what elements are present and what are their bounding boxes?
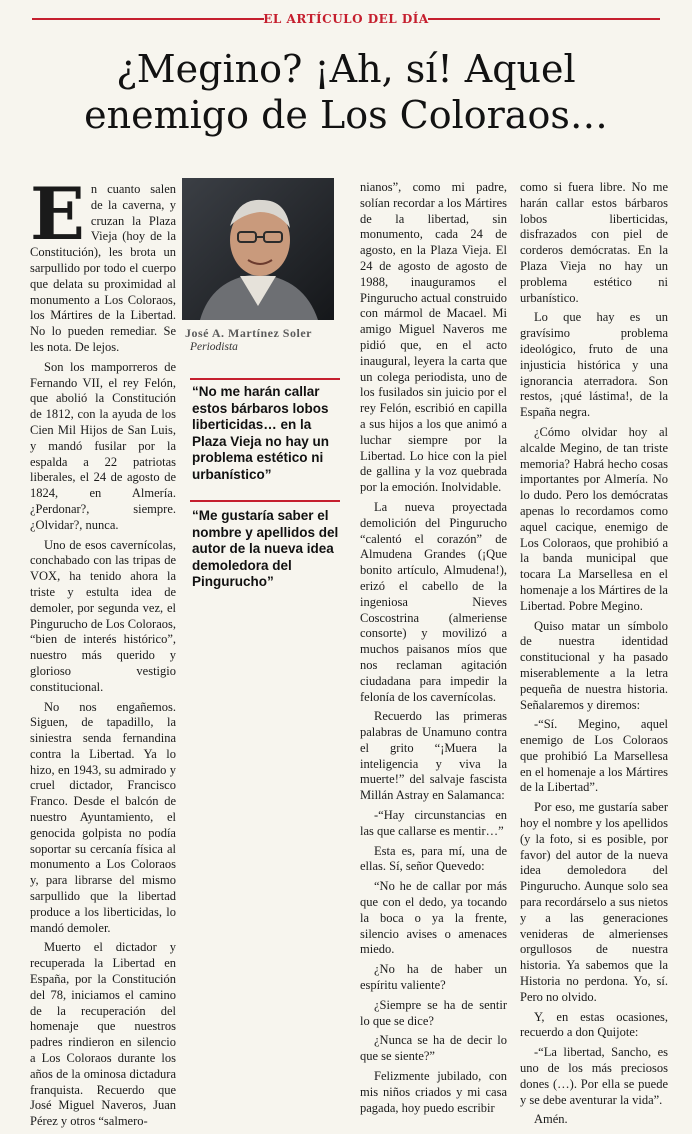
paragraph: Son los mamporreros de Fernando VII, el rey Felón, que abolió la Constitución de 1812, con la ayuda de los Cien Mil Hijos de San Luis, y mandó fusilar por la espalda a 22 patriotas liberales, el 24 de agosto de 1824, en Almería. ¿Perdonar?, siempre. ¿Olvidar?, nunca. [30,359,176,532]
paragraph: -“La libertad, Sancho, es uno de los más preciosos dones (…). Por ella se puede y se debe aventurar la vida”. [520,1045,668,1107]
author-photo [182,178,334,320]
paragraph: Esta es, para mí, una de ellas. Sí, señor Quevedo: [360,843,507,874]
paragraph: Muerto el dictador y recuperada la Libertad en España, por la Constitución del 78, iniciamos el camino de la recuperación del homenaje que nuestros padres rindieron en silencio a Los Coloraos durante los años de la ominosa dictadura franquista. Recuerdo que José Miguel Naveros, Juan Pérez y otros “salmero- [30,940,176,1129]
paragraph: Recuerdo las primeras palabras de Unamuno contra el grito “¡Muera la inteligencia y viva la muerte!” del salvaje fascista Millán Astray en Salamanca: [360,709,507,803]
headline-line-1: ¿Megino? ¡Ah, sí! Aquel [116,47,576,91]
pullquote-1: “No me harán callar estos bárbaros lobos liberticidas… en la Plaza Vieja no hay un problema estético ni urbanístico” [192,384,330,482]
paragraph: ¿Siempre se ha de sentir lo que se dice? [360,997,507,1028]
paragraph: La nueva proyectada demolición del Pingurucho “calentó el corazón” de Almudena Grandes (¡Que bonito artículo, Almudena!), erizó el cabello de la ingeniosa Nieves Coscostrina (almeriense consorte) y movilizó a muchos paisanos míos que nos reclaman agitación ciudadana para impedir la felonía de los cavernícolas. [360,499,507,704]
author-role: Periodista [190,341,238,353]
author-portrait-illustration [182,178,334,320]
headline-line-2: enemigo de Los Coloraos… [84,93,608,137]
paragraph: -“Hay circunstancias en las que callarse es mentir…” [360,808,507,838]
author-name: José A. Martínez Soler [185,326,312,340]
paragraph: Amén. [534,1112,568,1127]
paragraph: ¿No ha de haber un espíritu valiente? [360,962,507,993]
paragraph: ¿Cómo olvidar hoy al alcalde Megino, de tan triste memoria? Habrá hecho cosas importantes por Almería. No lo dudo. Pero los demócratas apenas lo recordamos como aquel cacique, enemigo de Los Coloraos, que prohibió a la banda municipal que tocara La Marsellesa en el homenaje a los Mártires de la Libertad. Pobre Megino. [520,424,668,613]
paragraph: “No he de callar por más que con el dedo, ya tocando la boca o ya la frente, silencio avises o amenaces miedo. [360,879,507,957]
drop-cap: E [30,171,85,256]
pullquote-rule [190,378,340,380]
pullquote-rule [190,500,340,502]
paragraph: Uno de esos cavernícolas, conchabado con las tripas de VOX, ha tenido ahora la triste y estulta idea de demoler, por segunda vez, el Pingurucho de Los Coloraos, “bien de interés histórico”, nuestro más querido y glorioso vestigio constitucional. [30,537,176,694]
pullquote-2: “Me gustaría saber el nombre y apellidos del autor de la nueva idea demoledora del Pingurucho” [192,508,339,589]
headline [40,46,652,138]
article-column-3 [360,180,507,1120]
paragraph: No nos engañemos. Siguen, de tapadillo, la siniestra senda fernandina contra la Libertad. Ya lo hizo, en 1943, su admirado y cruel dictador, Francisco Franco. Desde el balcón de nuestro Ayuntamiento, el genocida golpista no podía soportar su cercanía física al monumento a Los Coloraos y, para librarse del mismo sarpullido que la libertad produce a los liberticidas, lo mandó demoler. [30,699,176,935]
paragraph: Por eso, me gustaría saber hoy el nombre y los apellidos (y la foto, si es posible, por favor) del autor de la nueva idea demoledora del Pingurucho. Aunque solo sea para recordárselo a sus nietos y a las generaciones venideras de almerienses orgullosos de nuestra historia. Ya sabemos que la Historia no perdona. Yo, sí. Pero no olvido. [520,800,668,1004]
article-column-1 [30,171,176,1134]
paragraph: Y, en estas ocasiones, recuerdo a don Quijote: [520,1009,668,1040]
article-column-4 [520,180,668,1132]
paragraph: -“Sí. Megino, aquel enemigo de Los Coloraos que prohibió La Marsellesa en el homenaje a los Mártires de la Libertad”. [520,717,668,795]
paragraph: En cuanto salen de la caverna, y cruzan la Plaza Vieja (hoy de la Constitución), les brota un sarpullido por todo el cuerpo que delata su proximidad al monumento a Los Coloraos, los Mártires de la Libertad. No lo pueden remediar. Se les nota. De lejos. [30,171,176,354]
paragraph: como si fuera libre. No me harán callar estos bárbaros lobos liberticidas, disfrazados con piel de corderos demócratas. En la Plaza Vieja no hay un problema estético ni urbanístico. [520,180,668,305]
paragraph: Lo que hay es un gravísimo problema ideológico, fruto de una injusticia histórica y una ignorancia aterradora. Son restos, ¡qué lástima!, de la España negra. [520,310,668,420]
paragraph: nianos”, como mi padre, solían recordar a los Mártires de la libertad, sin monumento, cada 24 de agosto, en la Plaza Vieja. El 24 de agosto de agosto de 1988, inauguramos el Pingurucho actual construido con mármol de Macael. Mi amigo Miguel Naveros me pidió que, en el acto inaugural, leyera la carta que un colega periodista, uno de los fusilados sin juicio por el rey Felón, escribió en capilla a sus hijos a los que animó a luchar siempre por la Libertad. Lo hice con la piel de gallina y la voz quebrada por la emoción. Inolvidable. [360,180,507,495]
paragraph: Felizmente jubilado, con mis niños criados y mi casa pagada, hoy puedo escribir [360,1069,507,1115]
section-label: EL ARTÍCULO DEL DÍA [263,12,429,26]
paragraph: Quiso matar un símbolo de nuestra identidad constitucional y ha pasado miserablemente a la letra pequeña de nuestra historia. Señalaremos y diremos: [520,618,668,712]
paragraph: ¿Nunca se ha de decir lo que se siente?” [360,1033,507,1064]
